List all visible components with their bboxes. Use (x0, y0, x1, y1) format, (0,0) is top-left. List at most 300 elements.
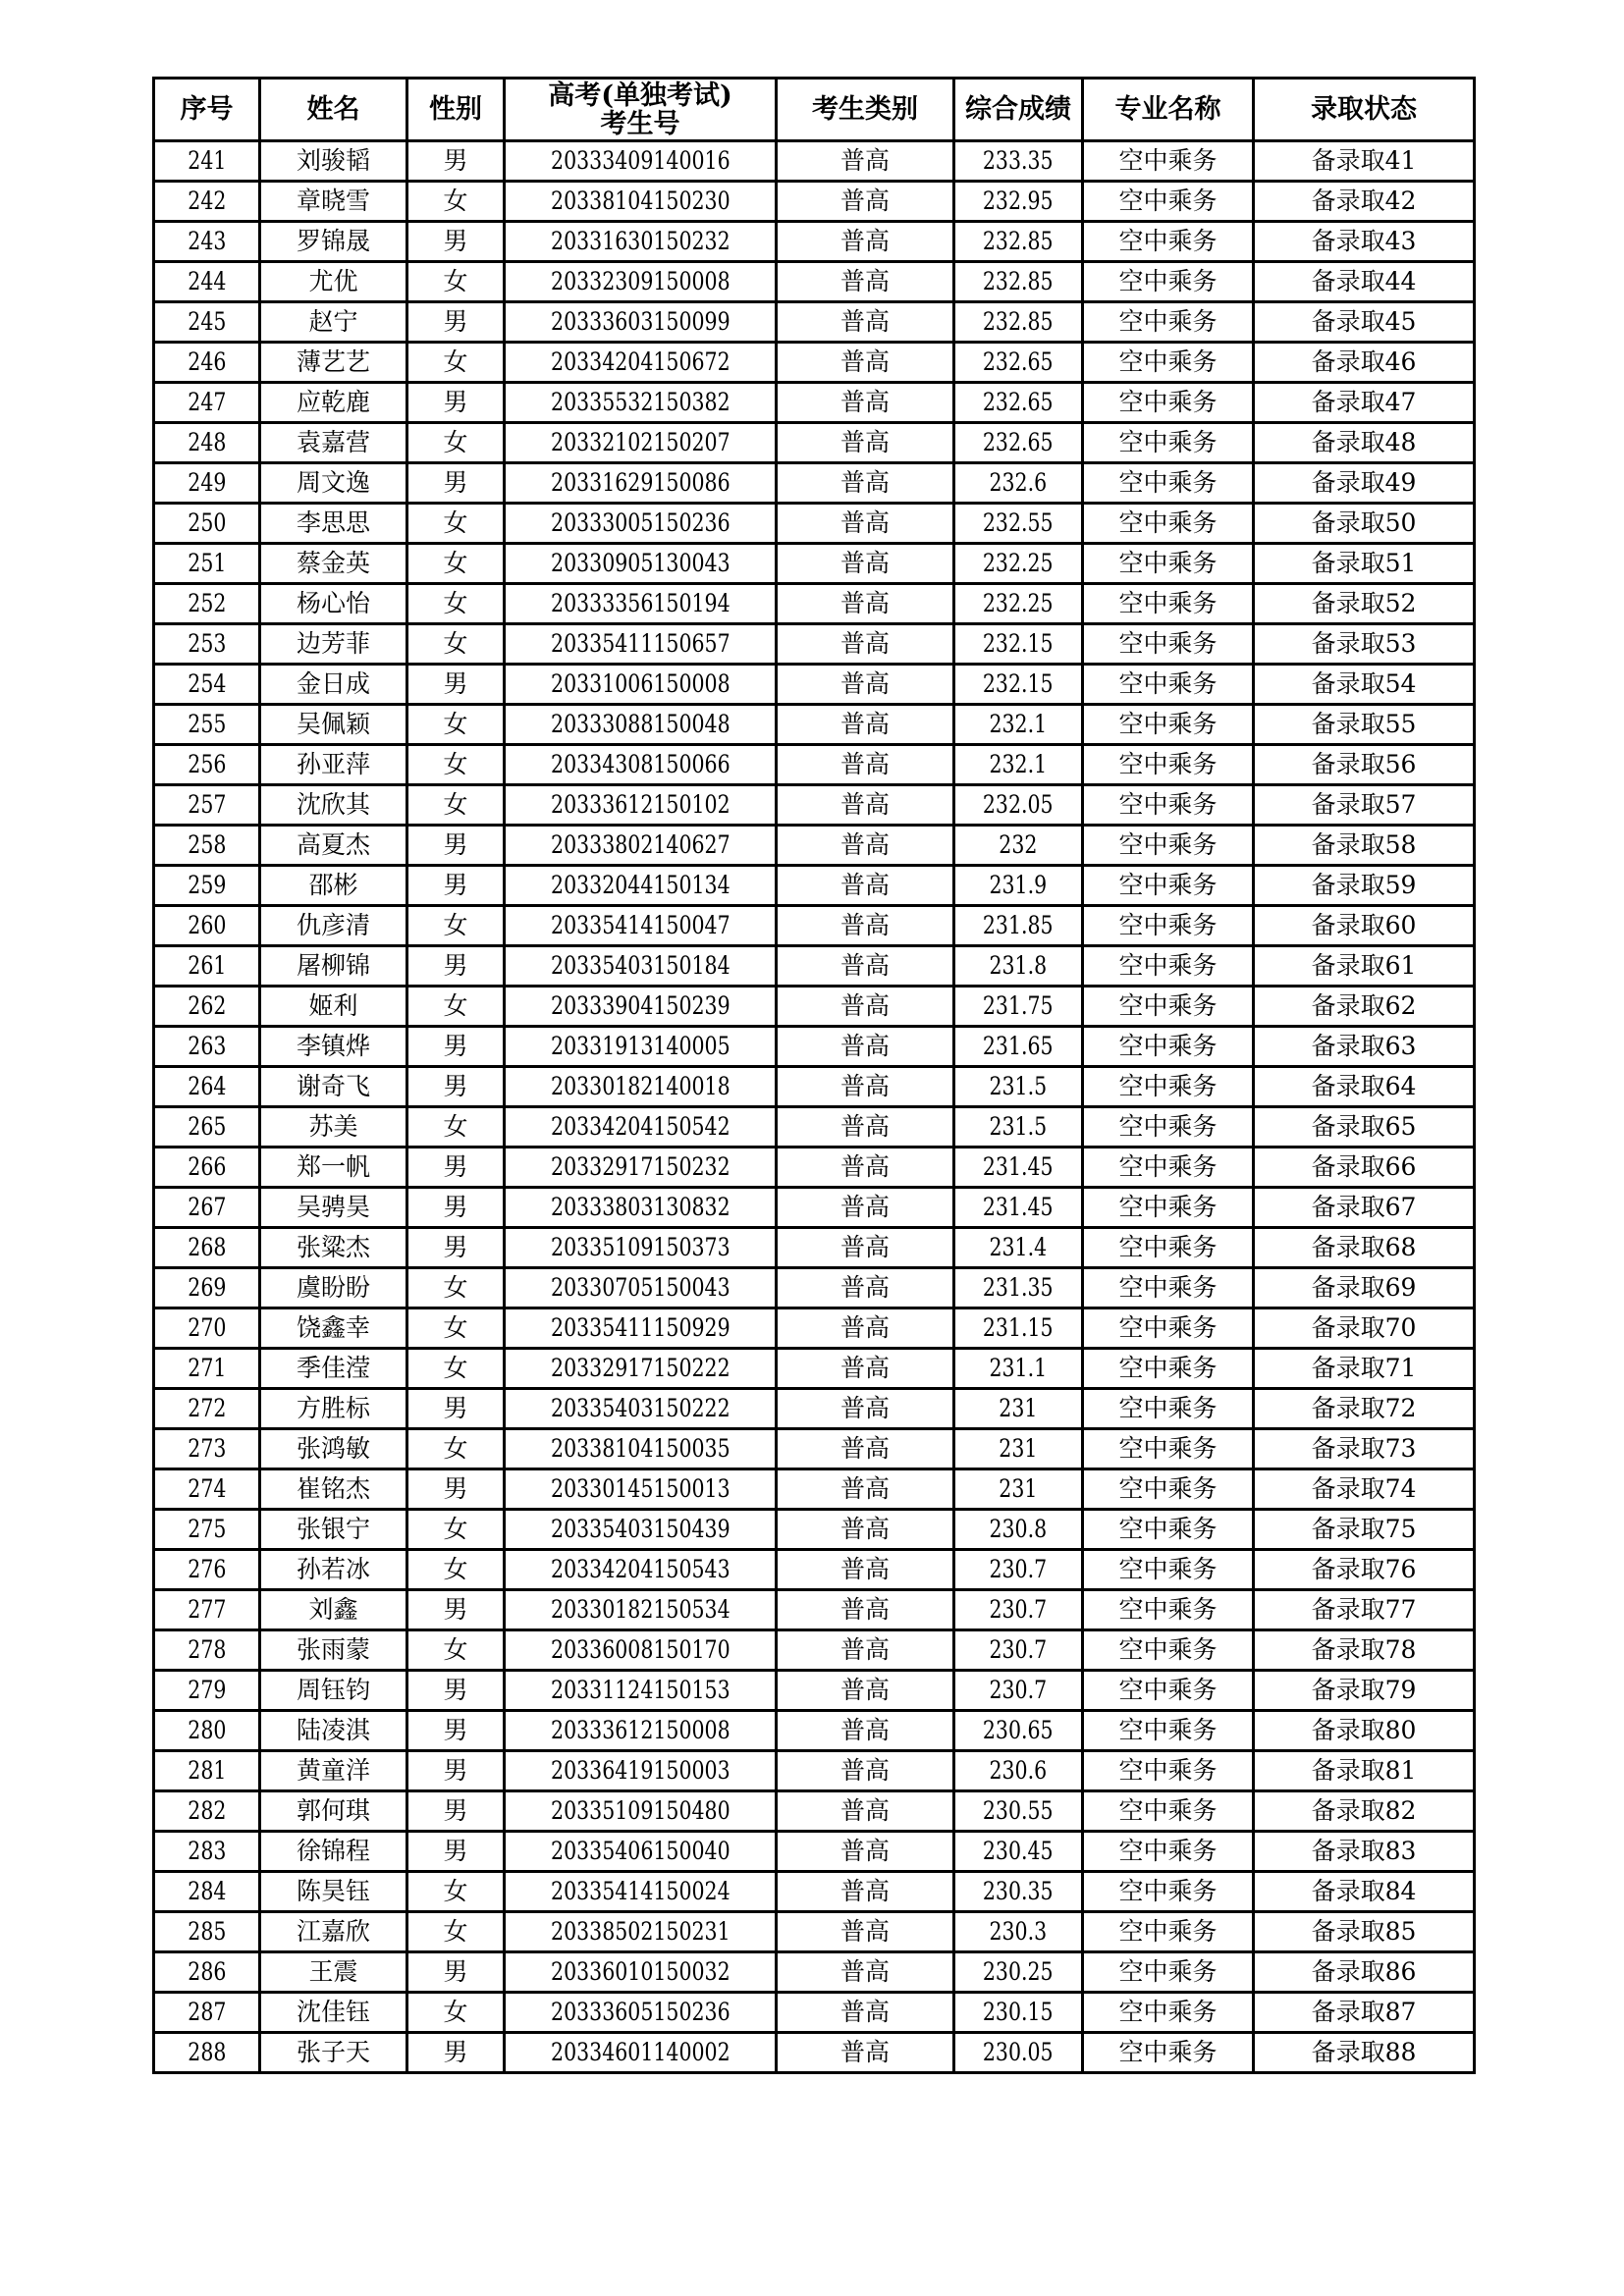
cell-seq (154, 1952, 260, 1993)
cell-score (954, 141, 1083, 182)
cell-status-text: 备录取56 (1311, 750, 1417, 778)
cell-seq (154, 1228, 260, 1268)
cell-exam-id (505, 705, 777, 745)
cell-category (777, 785, 954, 826)
cell-score (954, 624, 1083, 665)
cell-score-text: 232.65 (983, 347, 1054, 376)
cell-major (1083, 182, 1254, 222)
cell-exam-id (505, 141, 777, 182)
cell-exam-id-text: 20333612150008 (550, 1716, 731, 1744)
cell-status-text: 备录取55 (1311, 710, 1417, 738)
cell-gender-text: 女 (443, 1998, 468, 2026)
cell-exam-id-text: 20330145150013 (550, 1474, 731, 1503)
table-row (154, 1228, 1475, 1268)
cell-exam-id-text: 20338502150231 (550, 1917, 731, 1946)
cell-name (260, 866, 407, 906)
cell-score-text: 232 (999, 830, 1038, 859)
cell-major (1083, 1711, 1254, 1751)
cell-exam-id-text: 20332917150222 (550, 1354, 731, 1382)
cell-major-text: 空中乘务 (1118, 1595, 1218, 1624)
cell-major (1083, 1912, 1254, 1952)
cell-seq (154, 1751, 260, 1791)
cell-major-text: 空中乘务 (1118, 1555, 1218, 1583)
cell-status (1254, 1429, 1475, 1469)
cell-status (1254, 1671, 1475, 1711)
cell-score-text: 230.35 (983, 1877, 1054, 1905)
cell-exam-id (505, 785, 777, 826)
cell-status (1254, 2033, 1475, 2073)
cell-category-text: 普高 (839, 1756, 890, 1785)
cell-status-text: 备录取47 (1311, 388, 1417, 416)
cell-exam-id-text: 20335109150373 (550, 1233, 731, 1261)
cell-score (954, 1872, 1083, 1912)
cell-seq (154, 343, 260, 383)
cell-gender (407, 1630, 505, 1671)
cell-name (260, 1349, 407, 1389)
cell-name-text: 吴骋昊 (296, 1193, 370, 1221)
cell-category (777, 745, 954, 785)
header-exam-id-line1: 高考(单独考试) (548, 80, 732, 111)
cell-exam-id (505, 262, 777, 302)
cell-seq (154, 1630, 260, 1671)
cell-category-text: 普高 (839, 388, 890, 416)
cell-score (954, 745, 1083, 785)
cell-category (777, 1550, 954, 1590)
cell-category-text: 普高 (839, 1273, 890, 1302)
cell-status-text: 备录取51 (1311, 549, 1417, 577)
cell-category (777, 2033, 954, 2073)
table-row (154, 705, 1475, 745)
cell-exam-id (505, 826, 777, 866)
cell-score (954, 1107, 1083, 1148)
cell-major-text: 空中乘务 (1118, 388, 1218, 416)
cell-status (1254, 1832, 1475, 1872)
cell-exam-id-text: 20332309150008 (550, 267, 731, 295)
cell-score (954, 1188, 1083, 1228)
cell-name-text: 章晓雪 (296, 187, 370, 215)
cell-score (954, 1550, 1083, 1590)
table-row (154, 624, 1475, 665)
cell-status (1254, 1188, 1475, 1228)
cell-status-text: 备录取65 (1311, 1112, 1417, 1141)
cell-gender-text: 男 (443, 1957, 468, 1986)
cell-name (260, 1188, 407, 1228)
cell-name-text: 江嘉欣 (296, 1917, 370, 1946)
cell-name-text: 张鸿敏 (296, 1434, 370, 1463)
cell-seq (154, 463, 260, 504)
header-major: 专业名称 (1083, 79, 1254, 141)
cell-name-text: 张粱杰 (296, 1233, 370, 1261)
cell-score (954, 2033, 1083, 2073)
cell-seq-text: 245 (187, 307, 227, 336)
cell-exam-id-text: 20333005150236 (550, 508, 731, 537)
cell-status (1254, 1791, 1475, 1832)
cell-score (954, 182, 1083, 222)
cell-status-text: 备录取54 (1311, 669, 1417, 698)
table-row (154, 987, 1475, 1027)
table-row (154, 504, 1475, 544)
cell-gender (407, 1510, 505, 1550)
cell-name-text: 罗锦晟 (296, 227, 370, 255)
cell-score-text: 232.55 (983, 508, 1054, 537)
cell-gender-text: 男 (443, 227, 468, 255)
cell-gender-text: 男 (443, 388, 468, 416)
cell-gender (407, 1912, 505, 1952)
cell-status-text: 备录取57 (1311, 790, 1417, 819)
cell-gender (407, 826, 505, 866)
cell-gender (407, 1308, 505, 1349)
table-row (154, 383, 1475, 423)
cell-seq (154, 1671, 260, 1711)
cell-status (1254, 343, 1475, 383)
cell-exam-id-text: 20333356150194 (550, 589, 731, 617)
cell-name (260, 1228, 407, 1268)
cell-gender (407, 785, 505, 826)
cell-category-text: 普高 (839, 1112, 890, 1141)
cell-exam-id (505, 1349, 777, 1389)
cell-name (260, 826, 407, 866)
cell-status (1254, 1349, 1475, 1389)
cell-category (777, 1469, 954, 1510)
cell-name-text: 饶鑫幸 (296, 1313, 370, 1342)
cell-name-text: 周钰钧 (296, 1676, 370, 1704)
cell-name (260, 182, 407, 222)
cell-name (260, 1832, 407, 1872)
cell-seq-text: 269 (187, 1273, 227, 1302)
cell-category-text: 普高 (839, 1313, 890, 1342)
cell-score (954, 1952, 1083, 1993)
cell-gender (407, 1107, 505, 1148)
cell-name (260, 1510, 407, 1550)
cell-gender-text: 女 (443, 1434, 468, 1463)
cell-major-text: 空中乘务 (1118, 1917, 1218, 1946)
cell-category (777, 1308, 954, 1349)
cell-category-text: 普高 (839, 1837, 890, 1865)
cell-seq-text: 280 (187, 1716, 227, 1744)
cell-category (777, 826, 954, 866)
cell-status-text: 备录取48 (1311, 428, 1417, 456)
cell-status-text: 备录取44 (1311, 267, 1417, 295)
cell-gender-text: 男 (443, 1716, 468, 1744)
cell-score-text: 232.15 (983, 629, 1054, 658)
cell-exam-id-text: 20338104150230 (550, 187, 731, 215)
cell-gender-text: 女 (443, 1313, 468, 1342)
cell-score (954, 1912, 1083, 1952)
cell-name-text: 薄艺艺 (296, 347, 370, 376)
cell-status-text: 备录取46 (1311, 347, 1417, 376)
cell-exam-id-text: 20333603150099 (550, 307, 731, 336)
cell-exam-id-text: 20335406150040 (550, 1837, 731, 1865)
cell-exam-id-text: 20333803130832 (550, 1193, 731, 1221)
cell-major (1083, 1510, 1254, 1550)
cell-name-text: 袁嘉营 (296, 428, 370, 456)
cell-gender (407, 624, 505, 665)
cell-exam-id (505, 222, 777, 262)
cell-gender-text: 男 (443, 1474, 468, 1503)
cell-status-text: 备录取84 (1311, 1877, 1417, 1905)
cell-name (260, 906, 407, 946)
cell-status-text: 备录取88 (1311, 2038, 1417, 2066)
cell-name (260, 1550, 407, 1590)
cell-name-text: 季佳滢 (296, 1354, 370, 1382)
cell-exam-id-text: 20332917150232 (550, 1152, 731, 1181)
cell-name-text: 孙亚萍 (296, 750, 370, 778)
cell-category-text: 普高 (839, 2038, 890, 2066)
cell-seq-text: 263 (187, 1032, 227, 1060)
cell-name (260, 1067, 407, 1107)
cell-major-text: 空中乘务 (1118, 871, 1218, 899)
table-row (154, 1791, 1475, 1832)
cell-exam-id-text: 20333612150102 (550, 790, 731, 819)
cell-name (260, 1107, 407, 1148)
cell-category-text: 普高 (839, 1635, 890, 1664)
cell-seq-text: 247 (187, 388, 227, 416)
cell-exam-id-text: 20333409140016 (550, 146, 731, 175)
table-row (154, 222, 1475, 262)
cell-exam-id-text: 20331006150008 (550, 669, 731, 698)
table-row (154, 141, 1475, 182)
cell-major-text: 空中乘务 (1118, 1233, 1218, 1261)
cell-exam-id (505, 906, 777, 946)
cell-major-text: 空中乘务 (1118, 468, 1218, 497)
cell-name (260, 423, 407, 463)
cell-major (1083, 705, 1254, 745)
cell-gender-text: 男 (443, 1595, 468, 1624)
cell-score (954, 504, 1083, 544)
cell-seq (154, 1389, 260, 1429)
cell-score (954, 1590, 1083, 1630)
cell-name-text: 金日成 (296, 669, 370, 698)
cell-score (954, 946, 1083, 987)
cell-gender (407, 866, 505, 906)
cell-status (1254, 1751, 1475, 1791)
cell-gender (407, 1027, 505, 1067)
table-row (154, 302, 1475, 343)
cell-gender (407, 665, 505, 705)
cell-category-text: 普高 (839, 187, 890, 215)
cell-status-text: 备录取71 (1311, 1354, 1417, 1382)
cell-category-text: 普高 (839, 267, 890, 295)
cell-major (1083, 1952, 1254, 1993)
cell-major-text: 空中乘务 (1118, 1635, 1218, 1664)
cell-gender-text: 女 (443, 267, 468, 295)
cell-score (954, 1711, 1083, 1751)
cell-status (1254, 262, 1475, 302)
cell-major (1083, 1067, 1254, 1107)
cell-seq (154, 141, 260, 182)
cell-status-text: 备录取68 (1311, 1233, 1417, 1261)
cell-status-text: 备录取42 (1311, 187, 1417, 215)
cell-gender-text: 男 (443, 951, 468, 980)
cell-exam-id-text: 20333605150236 (550, 1998, 731, 2026)
cell-seq (154, 826, 260, 866)
cell-exam-id (505, 1308, 777, 1349)
cell-category-text: 普高 (839, 1555, 890, 1583)
cell-seq (154, 2033, 260, 2073)
cell-major (1083, 1429, 1254, 1469)
cell-status (1254, 1912, 1475, 1952)
cell-seq (154, 866, 260, 906)
cell-major-text: 空中乘务 (1118, 1515, 1218, 1543)
cell-major (1083, 665, 1254, 705)
table-row (154, 1510, 1475, 1550)
cell-score (954, 705, 1083, 745)
cell-major (1083, 987, 1254, 1027)
cell-major (1083, 826, 1254, 866)
cell-seq-text: 283 (187, 1837, 227, 1865)
cell-gender (407, 906, 505, 946)
cell-name (260, 624, 407, 665)
cell-gender (407, 705, 505, 745)
table-row (154, 1550, 1475, 1590)
cell-name-text: 陈昊钰 (296, 1877, 370, 1905)
cell-name-text: 杨心怡 (296, 589, 370, 617)
cell-seq (154, 1308, 260, 1349)
cell-seq-text: 248 (187, 428, 227, 456)
cell-seq-text: 265 (187, 1112, 227, 1141)
cell-gender-text: 男 (443, 830, 468, 859)
cell-score-text: 232.1 (989, 710, 1048, 738)
cell-category (777, 624, 954, 665)
header-category: 考生类别 (777, 79, 954, 141)
cell-major-text: 空中乘务 (1118, 227, 1218, 255)
cell-status (1254, 1711, 1475, 1751)
cell-status (1254, 584, 1475, 624)
cell-status (1254, 1872, 1475, 1912)
cell-name (260, 222, 407, 262)
cell-exam-id (505, 302, 777, 343)
cell-seq (154, 705, 260, 745)
cell-seq-text: 277 (187, 1595, 227, 1624)
cell-status-text: 备录取82 (1311, 1796, 1417, 1825)
cell-name-text: 郑一帆 (296, 1152, 370, 1181)
table-row (154, 1912, 1475, 1952)
cell-gender-text: 女 (443, 428, 468, 456)
header-exam-id-line2: 考生号 (600, 108, 680, 139)
cell-major (1083, 1993, 1254, 2033)
cell-name-text: 陆凌淇 (296, 1716, 370, 1744)
cell-name-text: 虞盼盼 (296, 1273, 370, 1302)
table-row (154, 1832, 1475, 1872)
cell-score (954, 1027, 1083, 1067)
cell-name-text: 屠柳锦 (296, 951, 370, 980)
cell-exam-id (505, 1711, 777, 1751)
table-row (154, 2033, 1475, 2073)
cell-seq-text: 253 (187, 629, 227, 658)
cell-exam-id (505, 1107, 777, 1148)
cell-exam-id (505, 1268, 777, 1308)
cell-exam-id (505, 2033, 777, 2073)
cell-major-text: 空中乘务 (1118, 710, 1218, 738)
cell-status-text: 备录取58 (1311, 830, 1417, 859)
cell-seq-text: 270 (187, 1313, 227, 1342)
cell-major-text: 空中乘务 (1118, 1877, 1218, 1905)
cell-name (260, 1751, 407, 1791)
cell-seq (154, 1832, 260, 1872)
cell-category-text: 普高 (839, 1394, 890, 1422)
cell-exam-id-text: 20330182140018 (550, 1072, 731, 1100)
cell-score-text: 231 (999, 1394, 1038, 1422)
cell-seq-text: 261 (187, 951, 227, 980)
cell-name (260, 1148, 407, 1188)
cell-name (260, 1590, 407, 1630)
cell-name-text: 郭何琪 (296, 1796, 370, 1825)
cell-seq-text: 272 (187, 1394, 227, 1422)
cell-status (1254, 826, 1475, 866)
cell-gender (407, 1872, 505, 1912)
cell-category (777, 1791, 954, 1832)
cell-name (260, 463, 407, 504)
cell-name-text: 邵彬 (308, 871, 358, 899)
cell-category-text: 普高 (839, 468, 890, 497)
table-row (154, 906, 1475, 946)
cell-gender (407, 1993, 505, 2033)
cell-score-text: 232.6 (989, 468, 1048, 497)
cell-exam-id-text: 20331630150232 (550, 227, 731, 255)
cell-exam-id (505, 383, 777, 423)
cell-category (777, 1872, 954, 1912)
cell-seq-text: 242 (187, 187, 227, 215)
cell-score-text: 231 (999, 1474, 1038, 1503)
cell-name (260, 1872, 407, 1912)
cell-exam-id (505, 182, 777, 222)
table-row (154, 463, 1475, 504)
cell-score (954, 1751, 1083, 1791)
cell-category (777, 665, 954, 705)
cell-seq-text: 286 (187, 1957, 227, 1986)
cell-status (1254, 1027, 1475, 1067)
cell-score-text: 232.85 (983, 227, 1054, 255)
cell-gender-text: 女 (443, 1354, 468, 1382)
cell-major (1083, 1228, 1254, 1268)
cell-major-text: 空中乘务 (1118, 1313, 1218, 1342)
cell-exam-id (505, 343, 777, 383)
cell-major-text: 空中乘务 (1118, 347, 1218, 376)
cell-seq-text: 259 (187, 871, 227, 899)
cell-seq (154, 1993, 260, 2033)
table-row (154, 946, 1475, 987)
cell-seq-text: 252 (187, 589, 227, 617)
cell-score (954, 1630, 1083, 1671)
cell-gender (407, 1429, 505, 1469)
cell-major-text: 空中乘务 (1118, 1676, 1218, 1704)
cell-seq-text: 275 (187, 1515, 227, 1543)
cell-name (260, 1308, 407, 1349)
cell-score-text: 232.05 (983, 790, 1054, 819)
cell-major-text: 空中乘务 (1118, 1193, 1218, 1221)
header-gender: 性别 (407, 79, 505, 141)
cell-name (260, 1389, 407, 1429)
cell-category (777, 1228, 954, 1268)
cell-status-text: 备录取78 (1311, 1635, 1417, 1664)
cell-score (954, 1349, 1083, 1389)
cell-major-text: 空中乘务 (1118, 629, 1218, 658)
cell-score-text: 230.3 (989, 1917, 1048, 1946)
table-row (154, 1308, 1475, 1349)
table-row (154, 1107, 1475, 1148)
cell-score-text: 232.65 (983, 428, 1054, 456)
cell-status-text: 备录取52 (1311, 589, 1417, 617)
cell-gender (407, 2033, 505, 2073)
cell-gender (407, 1148, 505, 1188)
cell-major-text: 空中乘务 (1118, 1273, 1218, 1302)
cell-status-text: 备录取59 (1311, 871, 1417, 899)
cell-seq (154, 1349, 260, 1389)
cell-gender-text: 女 (443, 1273, 468, 1302)
cell-gender-text: 男 (443, 468, 468, 497)
cell-major (1083, 1469, 1254, 1510)
cell-major (1083, 866, 1254, 906)
